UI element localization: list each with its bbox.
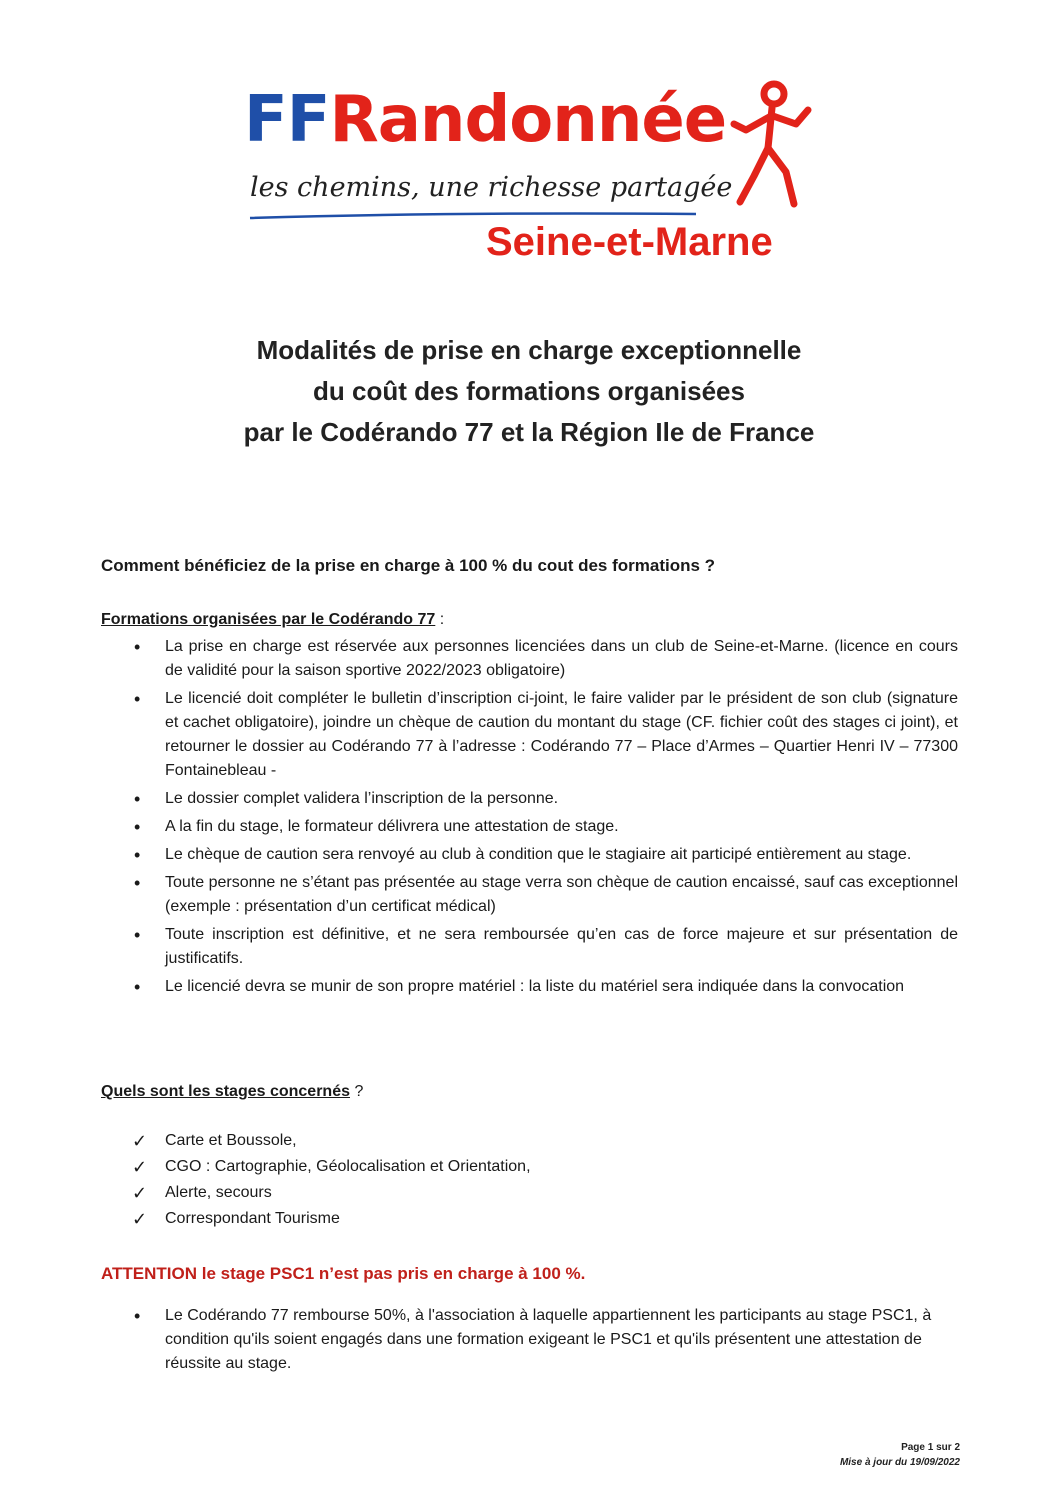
title-line-1: Modalités de prise en charge exceptionnelle	[256, 335, 802, 365]
list-item: • Le licencié doit compléter le bulletin d’inscription ci-joint, le faire valider par le président de son club (signature et cachet obligatoire), joindre un chèque de caution du montant du stage (CF. fichier coût des stages ci joint), et retourner le dossier au Codérando 77 à l’adresse : Codérando 77 – Place d’Armes – Quartier Henri IV – 77300 Fontainebleau -	[128, 687, 958, 783]
logo-wordmark	[244, 83, 727, 157]
section-heading-suffix: ?	[350, 1083, 364, 1100]
list-item: • Le licencié devra se munir de son propre matériel : la liste du matériel sera indiquée dans la convocation	[128, 975, 958, 999]
checklist-item: ✓ Alerte, secours	[128, 1180, 531, 1206]
checklist-item: ✓ CGO : Cartographie, Géolocalisation et Orientation,	[128, 1154, 531, 1180]
checklist-item: ✓ Carte et Boussole,	[128, 1128, 531, 1154]
logo-tagline: les chemins, une richesse partagée	[250, 172, 733, 203]
checklist-item: ✓ Correspondant Tourisme	[128, 1206, 531, 1232]
section-heading-formations	[101, 611, 444, 629]
update-date: Mise à jour du 19/09/2022	[839, 1457, 960, 1468]
logo-ff: FF	[244, 83, 330, 157]
formations-conditions-list	[128, 635, 958, 1003]
ffrandonnee-logo	[240, 80, 820, 270]
title-line-3: par le Codérando 77 et la Région Ile de France	[243, 417, 815, 447]
section-heading-suffix: :	[435, 611, 445, 628]
page-number: Page 1 sur 2	[901, 1442, 960, 1453]
document-title	[0, 330, 1058, 453]
logo-randonnee: Randonnée	[329, 83, 727, 157]
section-heading-text: Formations organisées par le Codérando 77	[101, 611, 436, 628]
list-item: • Le dossier complet validera l’inscription de la personne.	[128, 787, 958, 811]
hiker-icon	[724, 80, 816, 210]
title-line-2: du coût des formations organisées	[313, 376, 745, 406]
list-item: • Toute inscription est définitive, et ne sera remboursée qu’en cas de force majeure et sur présentation de justificatifs.	[128, 923, 958, 971]
psc1-list	[128, 1304, 958, 1380]
list-item: • Le chèque de caution sera renvoyé au club à condition que le stagiaire ait participé entièrement au stage.	[128, 843, 958, 867]
attention-warning: ATTENTION le stage PSC1 n’est pas pris en charge à 100 %.	[101, 1264, 586, 1283]
section-heading-text: Quels sont les stages concernés	[101, 1083, 350, 1100]
stages-checklist	[128, 1128, 531, 1232]
logo-region: Seine-et-Marne	[486, 220, 773, 264]
list-item: • Le Codérando 77 rembourse 50%, à l'association à laquelle appartiennent les participants au stage PSC1, à condition qu'ils soient engagés dans une formation exigeant le PSC1 et qu'ils présentent une attestation de réussite au stage.	[128, 1304, 958, 1376]
list-item: • A la fin du stage, le formateur délivrera une attestation de stage.	[128, 815, 958, 839]
logo-underline	[248, 212, 698, 220]
main-question: Comment bénéficiez de la prise en charge à 100 % du cout des formations ?	[101, 556, 716, 575]
list-item: • Toute personne ne s’étant pas présentée au stage verra son chèque de caution encaissé, sauf cas exceptionnel (exemple : présentation d’un certificat médical)	[128, 871, 958, 919]
page-footer	[840, 1440, 960, 1470]
list-item: • La prise en charge est réservée aux personnes licenciées dans un club de Seine-et-Marne. (licence en cours de validité pour la saison sportive 2022/2023 obligatoire)	[128, 635, 958, 683]
section-heading-stages	[101, 1083, 363, 1101]
